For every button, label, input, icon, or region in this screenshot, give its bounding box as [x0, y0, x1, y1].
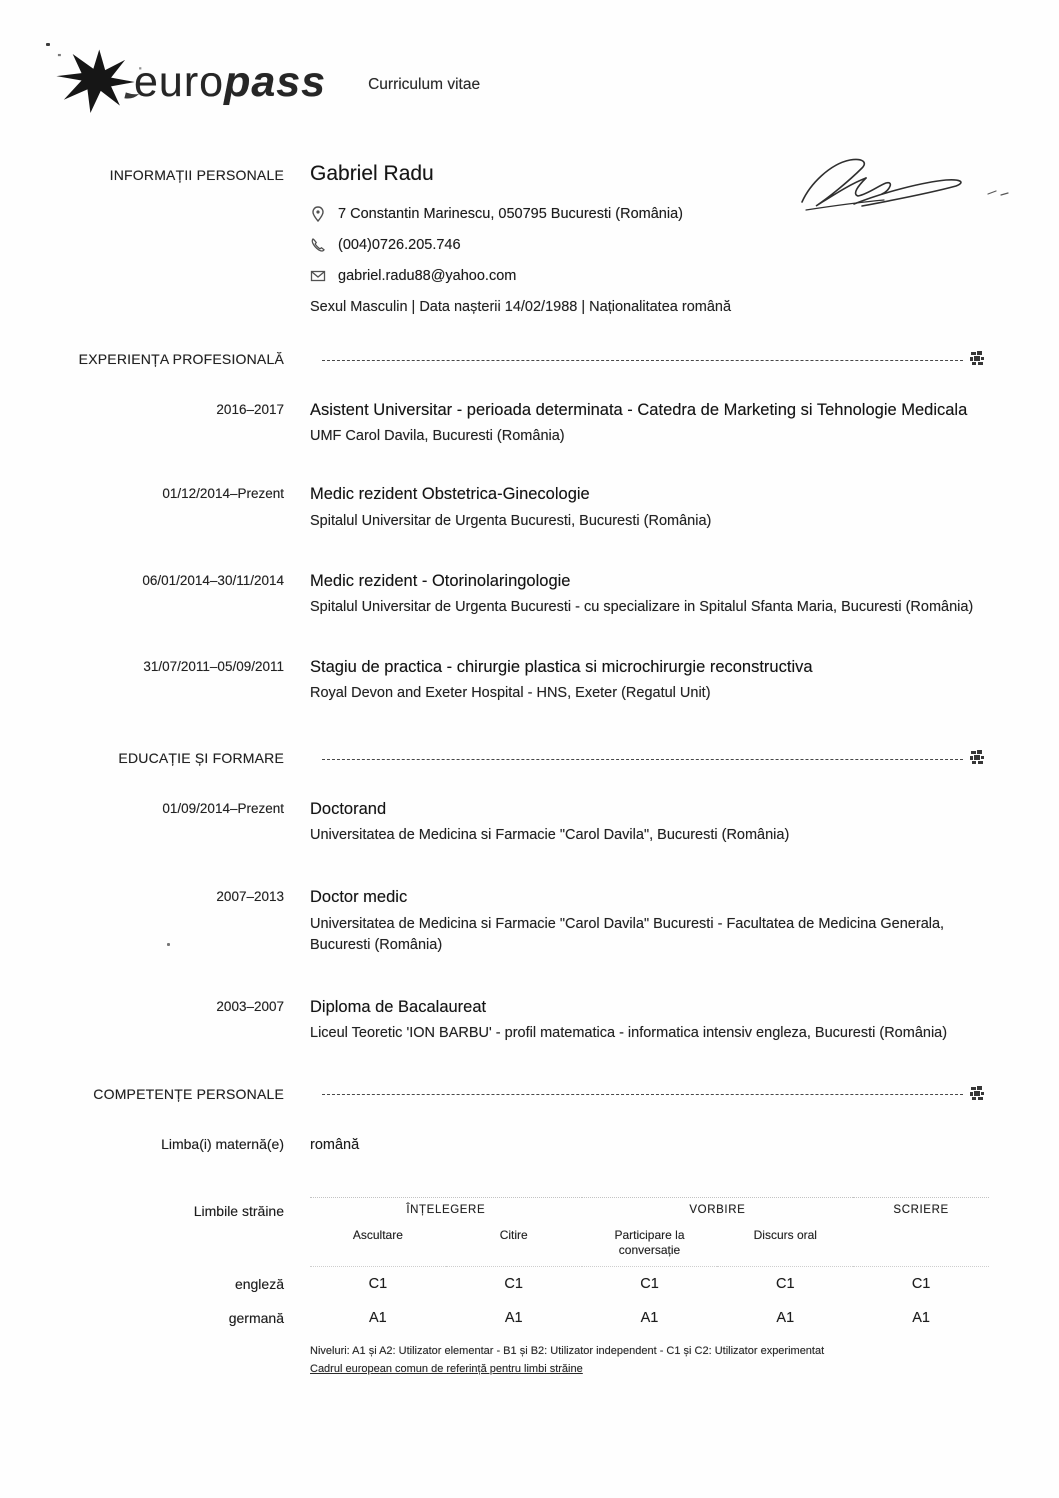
- personal-meta: Sexul Masculin | Data nașterii 14/02/1988 | Naționalitatea română: [310, 299, 732, 315]
- document-type-label: Curriculum vitae: [368, 76, 481, 93]
- entry-dates: 2016–2017: [216, 402, 284, 417]
- envelope-icon: [310, 268, 326, 284]
- phone-icon: [310, 237, 326, 253]
- section-divider: [322, 1094, 963, 1095]
- level-cell: C1: [911, 1275, 931, 1292]
- foreign-languages-table: [0, 1197, 1059, 1378]
- level-cell: A1: [640, 1309, 659, 1326]
- entry-title: Doctor medic: [310, 888, 408, 907]
- education-entry: [0, 798, 1059, 846]
- address-text: 7 Constantin Marinescu, 050795 Bucuresti (România): [338, 206, 683, 222]
- col-header-listening: Ascultare: [310, 1226, 446, 1267]
- entry-organisation: Spitalul Universitar de Urgenta Bucuresti - cu specializare in Spitalul Sfanta Maria, Bucuresti (România): [310, 598, 974, 615]
- entry-organisation: UMF Carol Davila, Bucuresti (România): [310, 428, 565, 445]
- section-divider: [322, 759, 963, 760]
- language-table-group-header-row: [0, 1197, 1059, 1226]
- language-row-english: [0, 1267, 1059, 1301]
- col-header-spoken-production: Discurs oral: [717, 1226, 853, 1267]
- language-row-german: [0, 1301, 1059, 1335]
- entry-title: Diploma de Bacalaureat: [310, 997, 487, 1016]
- entry-title: Medic rezident Obstetrica-Ginecologie: [310, 485, 590, 504]
- group-header-speaking: VORBIRE: [582, 1197, 854, 1226]
- briefcase-section-icon: [969, 351, 985, 367]
- entry-title: Asistent Universitar - perioada determinata - Catedra de Marketing si Tehnologie Medicala: [310, 401, 968, 419]
- level-cell: C1: [504, 1275, 523, 1292]
- mother-tongue-row: [0, 1136, 1059, 1153]
- experience-entry: [0, 483, 1059, 531]
- entry-organisation: Liceul Teoretic 'ION BARBU' - profil matematica - informatica intensiv engleza, Bucuresti (România): [310, 1024, 948, 1041]
- entry-organisation: Spitalul Universitar de Urgenta Bucuresti, Bucuresti (România): [310, 512, 712, 529]
- levels-footnote: Niveluri: A1 și A2: Utilizator elementar - B1 și B2: Utilizator independent - C1 și C2: Utilizator experimentat: [310, 1344, 825, 1357]
- col-header-spoken-interaction: Participare la conversație: [582, 1226, 718, 1267]
- person-name: Gabriel Radu: [310, 162, 434, 185]
- language-table-column-header-row: [0, 1226, 1059, 1267]
- level-cell: A1: [369, 1309, 387, 1326]
- entry-dates: 2007–2013: [216, 889, 284, 905]
- entry-dates: 31/07/2011–05/09/2011: [143, 658, 284, 674]
- group-header-understanding: ÎNȚELEGERE: [310, 1197, 582, 1226]
- level-cell: A1: [912, 1309, 930, 1326]
- col-header-reading: Citire: [446, 1226, 582, 1267]
- experience-entry: [0, 570, 1059, 618]
- education-section-label: EDUCAȚIE ȘI FORMARE: [118, 750, 284, 767]
- entry-organisation: Universitatea de Medicina si Farmacie "Carol Davila" Bucuresti - Facultatea de Medicina Generala, Bucuresti (România): [310, 915, 945, 953]
- logo-euro: euro: [134, 57, 225, 106]
- competences-section-heading: [0, 1086, 1059, 1102]
- education-entry: [0, 996, 1059, 1044]
- entry-organisation: Universitatea de Medicina si Farmacie "Carol Davila", Bucuresti (România): [310, 827, 790, 844]
- logo-pass: pass: [224, 57, 327, 106]
- col-header-empty: [853, 1226, 989, 1267]
- entry-organisation: Royal Devon and Exeter Hospital - HNS, Exeter (Regatul Unit): [310, 685, 711, 702]
- scan-speck: [46, 43, 50, 46]
- email-text: gabriel.radu88@yahoo.com: [338, 268, 517, 284]
- experience-entry: [0, 399, 1059, 447]
- header: [0, 0, 1059, 118]
- entry-title: Doctorand: [310, 800, 387, 819]
- entry-title: Stagiu de practica - chirurgie plastica si microchirurgie reconstructiva: [310, 657, 813, 676]
- entry-dates: 01/09/2014–Prezent: [162, 801, 284, 817]
- experience-section-label: EXPERIENȚA PROFESIONALĂ: [78, 351, 284, 367]
- map-pin-icon: [310, 206, 326, 222]
- group-header-writing: SCRIERE: [853, 1197, 989, 1226]
- language-name: engleză: [234, 1275, 284, 1292]
- language-name: germană: [228, 1309, 284, 1326]
- personal-section-label: INFORMAȚII PERSONALE: [109, 167, 284, 183]
- foreign-languages-label: Limbile străine: [193, 1202, 284, 1219]
- phone-row: [310, 237, 989, 253]
- experience-section-heading: [0, 351, 1059, 367]
- mother-tongue-label: Limba(i) maternă(e): [161, 1135, 284, 1152]
- cefr-link[interactable]: Cadrul european comun de referință pentru limbi străine: [310, 1362, 583, 1375]
- language-table-footnote-row: [0, 1335, 1059, 1378]
- entry-dates: 2003–2007: [216, 998, 284, 1014]
- signature-image: [792, 150, 1022, 226]
- phone-text: (004)0726.205.746: [338, 237, 461, 253]
- level-cell: A1: [504, 1309, 523, 1326]
- entry-dates: 06/01/2014–30/11/2014: [142, 572, 284, 588]
- level-cell: C1: [776, 1275, 795, 1292]
- education-entry: [0, 886, 1059, 955]
- entry-title: Medic rezident - Otorinolaringologie: [310, 571, 571, 590]
- europass-logo-text: [134, 57, 327, 106]
- scan-speck: [167, 943, 170, 946]
- section-divider: [322, 360, 963, 361]
- level-cell: C1: [368, 1275, 388, 1292]
- level-cell: C1: [640, 1275, 659, 1292]
- mother-tongue-value: română: [310, 1136, 360, 1153]
- entry-dates: 01/12/2014–Prezent: [162, 486, 284, 502]
- email-row: [310, 268, 989, 284]
- education-section-heading: [0, 750, 1059, 766]
- competences-section-icon: [969, 1086, 985, 1102]
- experience-entry: [0, 656, 1059, 704]
- competences-section-label: COMPETENȚE PERSONALE: [93, 1085, 284, 1102]
- level-cell: A1: [776, 1309, 795, 1326]
- graduation-section-icon: [969, 750, 985, 766]
